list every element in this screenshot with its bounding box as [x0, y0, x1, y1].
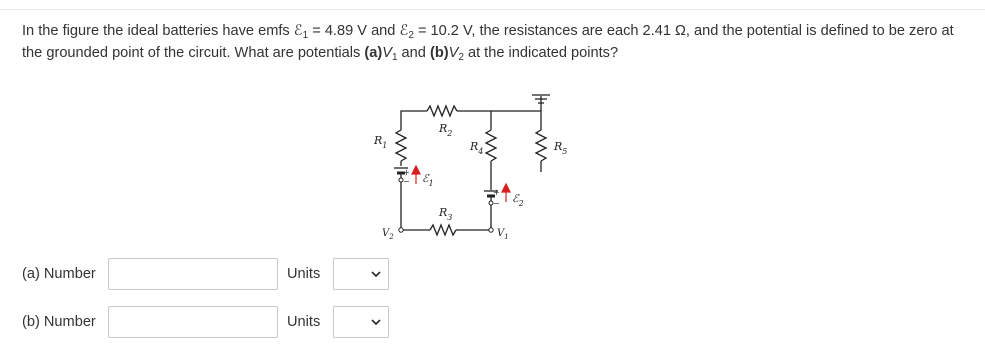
label-r5: $R_5$ — [554, 140, 568, 156]
node-v2-dot — [399, 228, 403, 232]
answer-b-label: (b) Number — [22, 314, 96, 330]
label-v2: $V_2$ — [382, 228, 394, 241]
resistor-r2 — [427, 106, 457, 116]
answer-a-number-input[interactable] — [108, 258, 278, 290]
answer-b-units-select[interactable] — [333, 306, 389, 338]
battery-e1-minus: − — [403, 177, 410, 186]
label-v1: $V_1$ — [497, 228, 509, 241]
answer-a-units-label: Units — [287, 266, 321, 282]
question-text: In the figure the ideal batteries have emfs ℰ$_1$ = 4.89 V and ℰ$_2$ = 10.2 V, the resistances are each 2.41 Ω, and the potential is defined to be zero at the grounded point of the circuit. What are potentials $(a)V_1$ and $(b)V_2$ at the indicated points? — [22, 23, 954, 63]
answer-a-units-select[interactable] — [333, 258, 389, 290]
emf1-arrow-head — [412, 166, 420, 174]
wire-top-ground — [491, 111, 541, 130]
label-e1: ℰ$_1$ — [422, 172, 434, 188]
top-divider — [0, 9, 985, 10]
label-r2: $R_2$ — [439, 122, 453, 138]
label-r1: $R_1$ — [374, 134, 388, 150]
resistor-r4 — [486, 130, 496, 161]
chevron-down-icon — [371, 268, 381, 280]
chevron-down-icon — [371, 316, 381, 328]
wire-top-right — [457, 111, 491, 130]
resistor-r5 — [536, 130, 546, 161]
emf2-arrow-head — [502, 184, 510, 192]
label-r3: $R_3$ — [439, 206, 453, 222]
resistor-r3 — [430, 225, 456, 235]
answer-b-number-input[interactable] — [108, 306, 278, 338]
resistor-r1 — [396, 130, 406, 161]
battery-e2-plus: + — [493, 188, 500, 197]
answer-b-units-label: Units — [287, 314, 321, 330]
wire-bottom-right — [456, 200, 491, 230]
node-v1-dot — [489, 228, 493, 232]
battery-e2-minus: − — [493, 199, 500, 208]
answer-a-label: (a) Number — [22, 266, 96, 282]
battery-e1-plus: + — [403, 168, 410, 177]
label-e2: ℰ$_2$ — [512, 192, 524, 208]
circuit-diagram — [360, 92, 590, 242]
label-r4: $R_4$ — [470, 140, 484, 156]
wire-top-left — [401, 111, 427, 130]
